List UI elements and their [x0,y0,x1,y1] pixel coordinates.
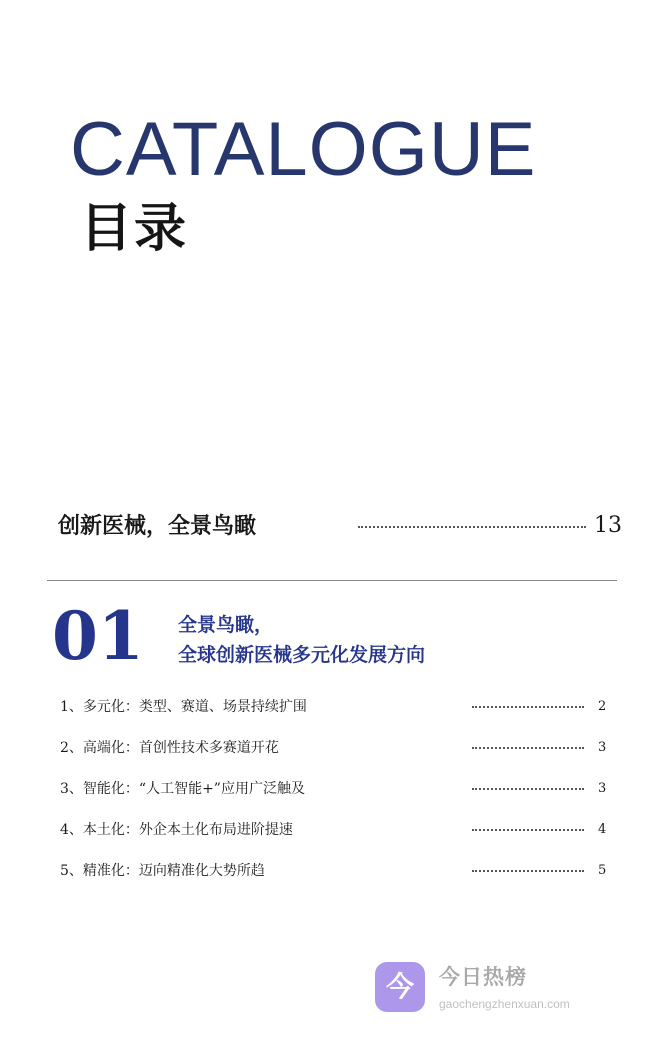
toc-item-page: 3 [598,740,607,755]
watermark-url: gaochengzhenxuan.com [439,997,570,1011]
toc-item-page: 4 [598,822,607,837]
dot-leader [358,526,586,528]
watermark-name: 今日热榜 [439,965,527,989]
watermark-logo-glyph: 今 [385,970,414,1003]
dot-leader [472,706,584,708]
watermark [375,962,615,1018]
dot-leader [472,829,584,831]
toc-item[interactable] [60,856,610,897]
toc-item[interactable] [60,774,610,815]
toc-item-label: 4、本土化：外企本土化布局进阶提速 [60,822,293,838]
toc-item-page: 3 [598,781,607,796]
section-title-line2: 全球创新医械多元化发展方向 [178,644,426,666]
page-title: 目录 [80,199,189,259]
main-toc-entry-page: 13 [594,513,622,538]
toc-item[interactable] [60,733,610,774]
toc-item-label: 3、智能化：“人工智能+”应用广泛触及 [60,781,305,797]
section-divider [47,580,617,581]
toc-item-label: 5、精准化：迈向精准化大势所趋 [60,863,265,879]
dot-leader [472,747,584,749]
section-title [178,610,425,670]
toc-item-label: 1、多元化：类型、赛道、场景持续扩围 [60,699,307,715]
main-toc-entry[interactable] [58,508,624,544]
dot-leader [472,788,584,790]
toc-item-label: 2、高端化：首创性技术多赛道开花 [60,740,279,756]
section-title-line1: 全景鸟瞰， [178,614,274,636]
toc-list [60,692,610,897]
catalogue-heading: CATALOGUE [70,107,537,192]
dot-leader [472,870,584,872]
toc-item[interactable] [60,815,610,856]
toc-item-page: 5 [598,863,607,878]
main-toc-entry-title: 创新医械，全景鸟瞰 [58,513,257,539]
section-number: 01 [52,597,144,675]
watermark-logo-icon [375,962,425,1012]
toc-item-page: 2 [598,699,607,714]
toc-item[interactable] [60,692,610,733]
